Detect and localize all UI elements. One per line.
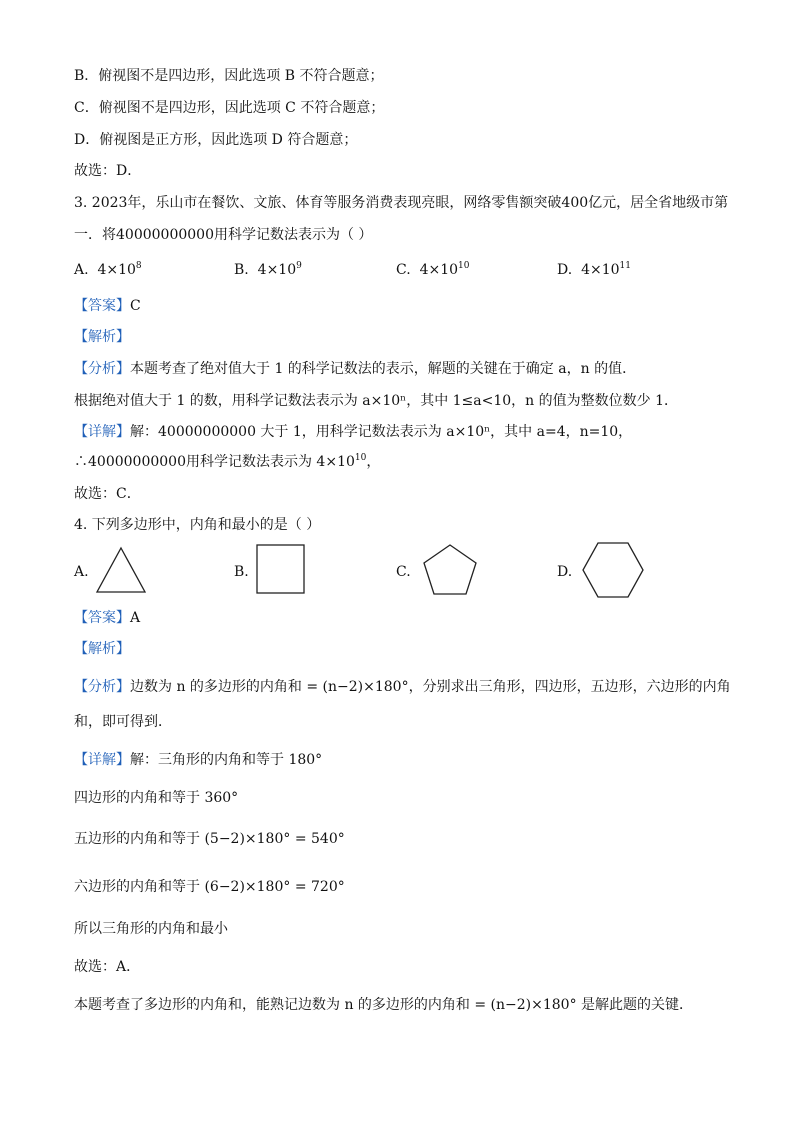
q2-choice: 故选：D． [74,163,142,179]
q4-stem: 4. 下列多边形中，内角和最小的是（ ） [74,517,321,533]
q2-option-d-text: D．俯视图是正方形，因此选项 D 符合题意； [74,132,358,148]
q3-answer-tag: 【答案】 [74,298,130,314]
q3-option-b-exp: 9 [296,261,302,271]
q2-option-c-text: C．俯视图不是四边形，因此选项 C 不符合题意； [74,100,385,116]
q4-analysis-tag: 【解析】 [74,641,130,657]
square-shape [256,544,306,594]
q4-answer-tag: 【答案】 [74,610,130,626]
q4-hexa: 六边形的内角和等于 (6−2)×180° = 720° [74,879,345,895]
q3-detail [74,422,632,442]
q3-option-a-base: 4×10 [97,262,136,278]
q3-option-b-base: 4×10 [257,262,297,278]
q3-fenxi [74,359,636,379]
q4-fenxi [74,677,731,697]
q3-option-c-letter: C. [396,262,411,278]
q4-fenxi-line2: 和，即可得到． [74,714,172,730]
q3-option-a-exp: 8 [135,261,142,271]
q3-option-c [396,260,469,280]
q3-option-c-base: 4×10 [419,262,459,278]
q3-option-d [557,260,631,280]
q3-answer-value: C [130,298,141,314]
q3-therefore-end: ， [366,454,381,470]
q3-detail-text: 解：40000000000 大于 1，用科学记数法表示为 a×10ⁿ，其中 a=4，n=10， [130,424,633,440]
q4-option-b-letter: B. [234,564,249,580]
q4-detail-text: 解：三角形的内角和等于 180° [130,752,323,768]
q3-option-b-letter: B. [234,262,249,278]
q3-therefore-exp: 10 [354,453,367,463]
q3-rule: 根据绝对值大于 1 的数，用科学记数法表示为 a×10ⁿ，其中 1≤a<10，n 的值为整数位数少 1． [74,393,679,409]
q4-conclusion: 所以三角形的内角和最小 [74,921,228,937]
triangle-shape [95,546,147,594]
q4-fenxi-tag: 【分析】 [74,679,130,695]
q3-stem-line2: 一．将40000000000用科学记数法表示为（ ） [74,227,373,243]
q3-choice: 故选：C． [74,486,141,502]
q4-detail-tag: 【详解】 [74,752,130,768]
q3-option-d-exp: 11 [619,261,631,271]
q3-option-c-exp: 10 [458,261,470,271]
q3-option-d-letter: D. [557,262,573,278]
q4-option-c-letter: C. [396,564,411,580]
q4-answer [74,608,140,628]
q4-quad: 四边形的内角和等于 360° [74,790,239,806]
q3-stem-line1: 3. 2023年，乐山市在餐饮、文旅、体育等服务消费表现亮眼，网络零售额突破400亿元，居全省地级市第 [74,195,729,211]
q3-option-d-base: 4×10 [581,262,620,278]
q4-answer-value: A [130,610,141,626]
q4-option-a-letter: A. [74,564,89,580]
q4-summary: 本题考查了多边形的内角和，能熟记边数为 n 的多边形的内角和 = (n−2)×180° 是解此题的关键． [74,997,694,1013]
q3-analysis-tag: 【解析】 [74,329,130,345]
q3-answer [74,296,141,316]
q3-detail-tag: 【详解】 [74,424,130,440]
q3-fenxi-tag: 【分析】 [74,361,130,377]
q3-option-b [234,260,302,280]
q3-option-a-letter: A. [74,262,89,278]
q4-fenxi-line1: 边数为 n 的多边形的内角和 = (n−2)×180°，分别求出三角形，四边形，五边形，六边形的内角 [130,679,731,695]
q4-choice: 故选：A． [74,959,141,975]
q4-detail [74,750,322,770]
q4-option-d-letter: D. [557,564,573,580]
q4-penta: 五边形的内角和等于 (5−2)×180° = 540° [74,831,345,847]
hexagon-shape [581,541,645,599]
pentagon-shape [420,542,480,598]
q3-therefore-text: ∴40000000000用科学记数法表示为 4×10 [74,454,355,470]
q3-option-a [74,260,142,280]
q2-option-b-text: B．俯视图不是四边形，因此选项 B 不符合题意； [74,68,384,84]
q3-therefore [74,452,380,472]
q3-fenxi-text: 本题考查了绝对值大于 1 的科学记数法的表示，解题的关键在于确定 a，n 的值． [130,361,637,377]
